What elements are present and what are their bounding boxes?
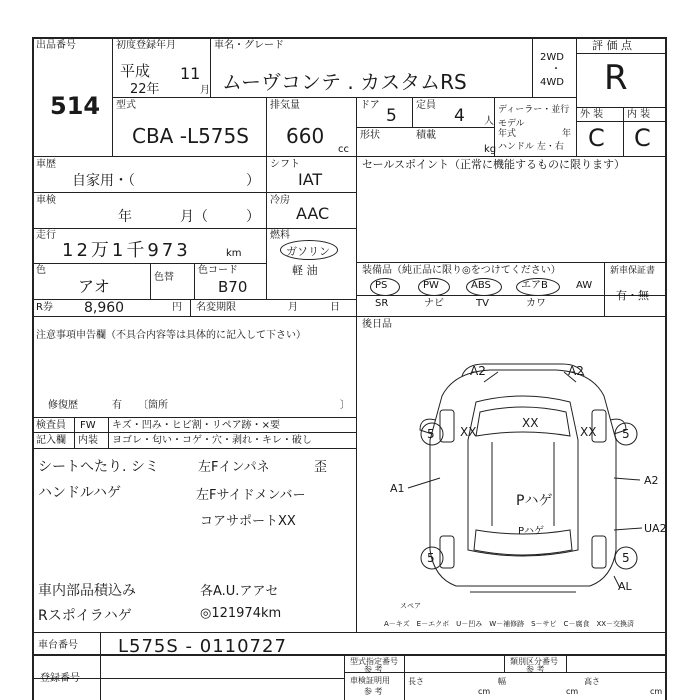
month-label: 月 bbox=[200, 85, 210, 96]
class-number-ref: 参 考 bbox=[526, 665, 545, 674]
length-unit: cm bbox=[478, 687, 491, 696]
remark-left-2: ハンドルハゲ bbox=[38, 485, 122, 501]
lot-number: 514 bbox=[50, 92, 101, 120]
certificate-ref: 参 考 bbox=[364, 687, 383, 696]
remark-left-1: シートへたり. シミ bbox=[38, 459, 159, 475]
remark-right-3: コアサポートXX bbox=[200, 514, 296, 529]
equip-aw: AW bbox=[576, 280, 593, 291]
drive-2wd: 2WD bbox=[540, 52, 564, 63]
car-damage-diagram bbox=[380, 350, 666, 608]
equip-pw: PW bbox=[423, 280, 439, 291]
equip-leather: カワ bbox=[526, 298, 546, 309]
era: 平成 bbox=[120, 62, 151, 80]
mileage: 12万1千973 bbox=[62, 240, 191, 261]
equip-tv: TV bbox=[476, 298, 489, 309]
fuel-label: 燃料 bbox=[270, 230, 290, 241]
inspector-fw: FW bbox=[80, 420, 96, 431]
model-code-label: 型式 bbox=[116, 100, 136, 111]
recycle-label: R券 bbox=[36, 302, 53, 313]
entry-label: 記入欄 bbox=[36, 435, 66, 446]
map-a2-left: A2 bbox=[470, 364, 486, 378]
map-a1: A1 bbox=[390, 482, 405, 495]
handle-label: ハンドル 左・右 bbox=[498, 142, 564, 152]
history-value: 自家用・（ bbox=[72, 173, 135, 189]
remark-left-4: Rスポイラハゲ bbox=[38, 608, 132, 624]
equip-navi: ナビ bbox=[424, 298, 444, 309]
exterior-label: 外 装 bbox=[580, 109, 604, 120]
drive-4wd: 4WD bbox=[540, 77, 564, 88]
displacement-label: 排気量 bbox=[270, 100, 300, 111]
class-number-label: 類別区分番号 bbox=[510, 657, 558, 666]
length-label: 長さ bbox=[408, 677, 424, 686]
inspection-label: 車検 bbox=[36, 195, 56, 206]
inspector-row2: ヨゴレ・匂い・コゲ・穴・剥れ・キレ・破し bbox=[112, 435, 312, 446]
repair-place: 〔箇所 bbox=[138, 400, 168, 411]
warranty-value: 有・無 bbox=[616, 289, 649, 302]
remark-right-5: ◎121974km bbox=[200, 606, 282, 621]
repair-place-close: 〕 bbox=[340, 400, 350, 411]
model-year-unit: 年 bbox=[562, 129, 572, 139]
equip-sr: SR bbox=[375, 298, 389, 309]
remark-right-4: 各A.U.アアセ bbox=[200, 584, 279, 599]
doors-label: ドア bbox=[360, 100, 380, 111]
model-code: CBA -L575S bbox=[132, 124, 249, 148]
interior-label: 内 装 bbox=[627, 109, 651, 120]
map-xx-front-left: XX bbox=[460, 425, 477, 439]
inspection-year: 年 bbox=[118, 209, 132, 225]
capacity: 4 bbox=[454, 106, 465, 126]
sales-point-label: セールスポイント（正常に機能するものに限ります） bbox=[362, 158, 626, 171]
car-name-label: 車名・グレード bbox=[214, 40, 284, 51]
score: R bbox=[604, 58, 628, 98]
height-label: 高さ bbox=[584, 677, 600, 686]
mileage-unit: km bbox=[226, 248, 242, 259]
warranty-label: 新車保証書 bbox=[610, 266, 656, 276]
displacement: 660 bbox=[286, 124, 325, 148]
load-label: 積載 bbox=[416, 130, 436, 141]
map-tire-rear-right: 5 bbox=[622, 551, 630, 565]
damage-legend: A－キズ E－エクボ U－凹み W－補修跡 S－サビ C－腐食 XX－交換済 bbox=[384, 620, 635, 628]
inspector-interior: 内装 bbox=[78, 435, 98, 446]
score-label: 評 価 点 bbox=[592, 39, 632, 52]
name-change-label: 名変期限 bbox=[196, 302, 236, 313]
equip-ps: PS bbox=[375, 280, 388, 291]
registration-month: 11 bbox=[180, 64, 201, 83]
repair-label: 修復歴 bbox=[48, 400, 78, 411]
map-al: AL bbox=[618, 580, 632, 593]
width-unit: cm bbox=[566, 687, 579, 696]
equip-airbag: エアB bbox=[521, 280, 548, 291]
color-value: アオ bbox=[78, 277, 110, 296]
name-change-day: 日 bbox=[330, 302, 340, 313]
capacity-unit: 人 bbox=[484, 116, 494, 127]
inspector-row1: キズ・凹み・ヒビ割・リペア跡・×要 bbox=[112, 420, 280, 431]
displacement-unit: cc bbox=[338, 144, 349, 155]
remark-left-3: 車内部品積込み bbox=[38, 583, 136, 599]
recycle-unit: 円 bbox=[172, 302, 182, 313]
shape-label: 形状 bbox=[360, 130, 380, 141]
map-xx-hood: XX bbox=[522, 416, 539, 430]
exterior-grade: C bbox=[588, 124, 605, 152]
capacity-label: 定員 bbox=[416, 100, 436, 111]
doors: 5 bbox=[386, 106, 397, 126]
fuel-diesel: 軽 油 bbox=[292, 264, 318, 277]
notes-label: 注意事項申告欄（不具合内容等は具体的に記入して下さい） bbox=[36, 330, 306, 341]
chassis-number: L575S - 0110727 bbox=[118, 636, 287, 657]
fuel-gasoline: ガソリン bbox=[286, 245, 330, 258]
equip-abs: ABS bbox=[471, 280, 491, 291]
map-xx-front-right: XX bbox=[580, 425, 597, 439]
remark-right-2: 左Fサイドメンバー bbox=[196, 488, 306, 503]
ac-label: 冷房 bbox=[270, 195, 290, 206]
map-tire-front-left: 5 bbox=[427, 427, 435, 441]
load-unit: kg bbox=[484, 144, 497, 155]
registration-year: 22年 bbox=[130, 82, 160, 97]
interior-grade: C bbox=[634, 124, 651, 152]
height-unit: cm bbox=[650, 687, 663, 696]
model-year-label: モデル bbox=[498, 119, 525, 129]
ac-value: AAC bbox=[296, 204, 330, 223]
recycle-value: 8,960 bbox=[84, 300, 125, 316]
color-code: B70 bbox=[218, 278, 248, 296]
repair-value: 有 bbox=[112, 400, 122, 411]
shift-value: IAT bbox=[298, 170, 323, 189]
later-items-label: 後日品 bbox=[362, 319, 392, 330]
registration-number-label: 登録番号 bbox=[40, 673, 80, 684]
color-change-label: 色替 bbox=[154, 272, 174, 283]
map-tire-front-right: 5 bbox=[622, 427, 630, 441]
model-year-label-2: 年式 bbox=[498, 129, 517, 139]
map-a2-right: A2 bbox=[568, 364, 584, 378]
chassis-label: 車台番号 bbox=[38, 640, 78, 651]
map-paint-peel-roof: Pハゲ bbox=[516, 493, 553, 509]
first-registration-label: 初度登録年月 bbox=[116, 40, 176, 51]
map-tire-rear-left: 5 bbox=[427, 551, 435, 565]
shift-label: シフト bbox=[270, 159, 300, 170]
remark-right-1: 左Fインパネ bbox=[198, 460, 270, 475]
equipment-label: 装備品（純正品に限り◎をつけてください） bbox=[362, 265, 561, 276]
type-designation-label: 型式指定番号 bbox=[350, 657, 398, 666]
inspector-label: 検査員 bbox=[36, 420, 66, 431]
dealer-label: ディーラー・並行 bbox=[498, 105, 570, 115]
name-change-month: 月 bbox=[288, 302, 298, 313]
remark-warp: 歪 bbox=[314, 460, 328, 475]
lot-number-label: 出品番号 bbox=[36, 40, 76, 51]
drive-separator: ・ bbox=[551, 64, 561, 75]
color-code-label: 色コード bbox=[198, 265, 238, 276]
map-spare-label: スペア bbox=[400, 602, 421, 610]
map-ua2: UA2 bbox=[644, 522, 667, 535]
history-label: 車歴 bbox=[36, 159, 56, 170]
history-close: ） bbox=[246, 173, 260, 189]
inspection-close: ） bbox=[246, 209, 260, 225]
inspection-month: 月（ bbox=[180, 209, 208, 225]
color-label: 色 bbox=[36, 265, 46, 276]
width-label: 幅 bbox=[498, 677, 506, 686]
certificate-label: 車検証明用 bbox=[350, 676, 390, 685]
car-name: ムーヴコンテ . カスタムRS bbox=[222, 70, 467, 94]
type-designation-ref: 参 考 bbox=[364, 665, 383, 674]
map-paint-peel-rear: Pハゲ bbox=[518, 526, 545, 537]
map-a2-side: A2 bbox=[644, 474, 659, 487]
mileage-label: 走行 bbox=[36, 230, 56, 241]
